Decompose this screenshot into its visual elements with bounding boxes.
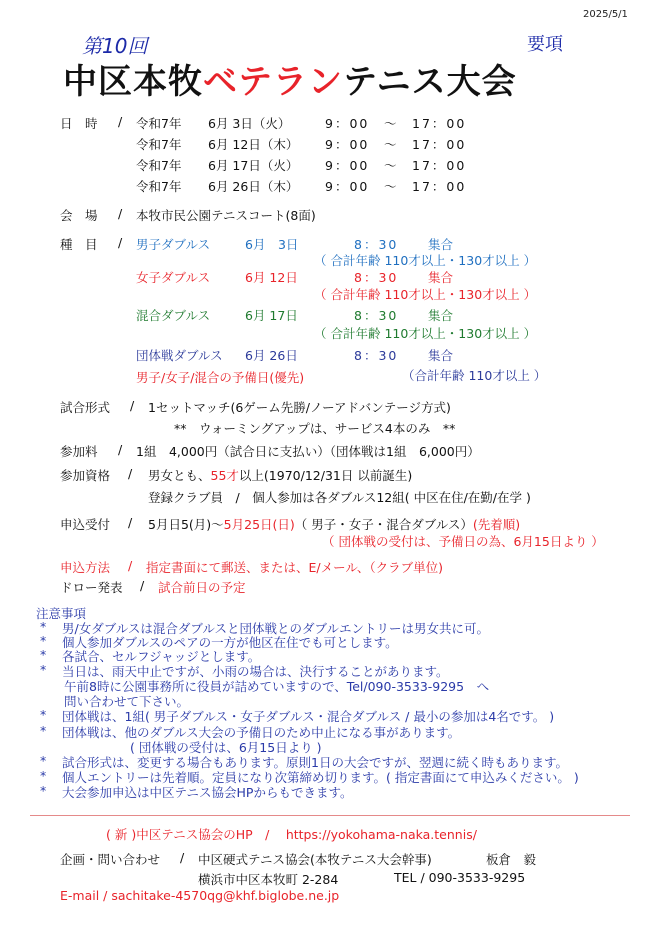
event-gather: 集合 xyxy=(428,348,454,363)
schedule-start: 9：00 xyxy=(325,137,370,152)
footer-hp[interactable]: ( 新 )中区テニス協会のHP / https://yokohama-naka.tennis/ xyxy=(106,827,477,842)
application-first-come: (先着順) xyxy=(472,517,521,532)
note-bullet: * xyxy=(40,619,47,634)
note-item: 個人参加ダブルスのペアの一方が他区在住でも可とします。 xyxy=(62,635,398,650)
venue-label: 会 場 xyxy=(60,208,98,223)
event-date: 6月 26日 xyxy=(245,348,298,363)
contact-org: 中区硬式テニス協会(本牧テニス大会幹事) xyxy=(198,852,432,867)
footer-divider xyxy=(30,815,630,816)
note-item: 各試合、セルフジャッジとします。 xyxy=(62,649,261,664)
title-accent: ベテラン xyxy=(203,62,343,102)
event-name: 混合ダブルス xyxy=(136,308,211,323)
note-sub-4b: 問い合わせて下さい。 xyxy=(64,694,190,709)
method-label: 申込方法 xyxy=(60,560,111,575)
note-bullet: * xyxy=(40,768,47,783)
venue-value: 本牧市民公園テニスコート(8面) xyxy=(136,208,316,223)
application-sep: / xyxy=(128,515,133,530)
application-period-b: 5月25日(日) xyxy=(223,517,295,532)
note-sub-4a: 午前8時に公園事務所に役員が詰めていますので、Tel/090-3533-9295 へ xyxy=(64,679,490,694)
application-label: 申込受付 xyxy=(60,517,111,532)
eligibility-line1-a: 男女とも、 xyxy=(148,468,211,483)
page-title xyxy=(63,54,517,103)
schedule-date: 6月 17日（火） xyxy=(208,158,299,173)
contact-sep: / xyxy=(180,850,185,865)
event-gather: 集合 xyxy=(428,270,454,285)
event-date: 6月 17日 xyxy=(245,308,298,323)
format-label: 試合形式 xyxy=(60,400,111,415)
event-name: 団体戦ダブルス xyxy=(136,348,223,363)
note-bullet: * xyxy=(40,662,47,677)
application-line1 xyxy=(148,515,520,533)
contact-person: 板倉 毅 xyxy=(486,852,537,867)
schedule-date: 6月 26日（木） xyxy=(208,179,299,194)
warmup-note: ** ウォーミングアップは、サービス4本のみ ** xyxy=(174,421,456,436)
note-bullet: * xyxy=(40,783,47,798)
notes-title: 注意事項 xyxy=(36,606,87,621)
note-item: 個人エントリーは先着順。定員になり次第締め切ります。( 指定書面にて申込みください。 ) xyxy=(62,770,579,785)
application-cats: （ 男子・女子・混合ダブルス） xyxy=(294,517,473,532)
schedule-label: 日 時 xyxy=(60,116,98,131)
contact-tel: TEL / 090-3533-9295 xyxy=(394,870,526,885)
draw-sep: / xyxy=(140,578,145,593)
note-item: 団体戦は、他のダブルス大会の予備日のため中止になる事があります。 xyxy=(62,725,461,740)
note-sub-6: ( 団体戦の受付は、6月15日より ) xyxy=(130,740,322,755)
note-item: 試合形式は、変更する場合もあります。原則1日の大会ですが、翌週に続く時もあります。 xyxy=(62,755,568,770)
contact-email[interactable]: E-mail / sachitake-4570qg@khf.biglobe.ne.jp xyxy=(60,888,340,903)
schedule-sep: / xyxy=(118,114,123,129)
fee-label: 参加料 xyxy=(60,444,98,459)
schedule-era: 令和7年 xyxy=(136,179,182,194)
fee-sep: / xyxy=(118,442,123,457)
event-time: 8：30 xyxy=(354,237,399,252)
application-team-note: （ 団体戦の受付は、予備日の為、6月15日より ） xyxy=(322,534,604,549)
schedule-tilde: ～ xyxy=(384,116,397,131)
event-gather: 集合 xyxy=(428,308,454,323)
schedule-era: 令和7年 xyxy=(136,137,182,152)
note-item: 大会参加申込は中区テニス協会HPからもできます。 xyxy=(62,785,353,800)
schedule-start: 9：00 xyxy=(325,179,370,194)
guidelines-label: 要項 xyxy=(527,34,563,55)
event-date: 6月 3日 xyxy=(245,237,299,252)
schedule-start: 9：00 xyxy=(325,158,370,173)
document-date: 2025/5/1 xyxy=(583,9,628,20)
title-suffix: テニス大会 xyxy=(343,62,517,102)
schedule-tilde: ～ xyxy=(384,137,397,152)
eligibility-label: 参加資格 xyxy=(60,468,111,483)
method-value: 指定書面にて郵送、または、E/メール、（クラブ単位) xyxy=(146,560,443,575)
eligibility-age: 55才 xyxy=(210,468,239,483)
events-label: 種 目 xyxy=(60,237,98,252)
schedule-era: 令和7年 xyxy=(136,158,182,173)
application-period-a: 5月日5(月)～ xyxy=(148,517,224,532)
reserve-day: 男子/女子/混合の予備日(優先) xyxy=(136,370,305,385)
note-item: 当日は、雨天中止ですが、小雨の場合は、決行することがあります。 xyxy=(62,664,449,679)
event-gather: 集合 xyxy=(428,237,454,252)
schedule-start: 9：00 xyxy=(325,116,370,131)
method-sep: / xyxy=(128,558,133,573)
eligibility-sep: / xyxy=(128,466,133,481)
draw-label: ドロー発表 xyxy=(60,580,123,595)
event-date: 6月 12日 xyxy=(245,270,298,285)
format-sep: / xyxy=(130,398,135,413)
eligibility-line2: 登録クラブ員 / 個人参加は各ダブルス12組( 中区在住/在勤/在学 ) xyxy=(148,490,531,505)
event-condition: （合計年齢 110才以上 ） xyxy=(402,368,547,383)
schedule-date: 6月 3日（火） xyxy=(208,116,291,131)
note-bullet: * xyxy=(40,753,47,768)
title-prefix: 中区本牧 xyxy=(63,62,203,102)
format-value: 1セットマッチ(6ゲーム先勝/ノーアドバンテージ方式) xyxy=(148,400,451,415)
note-bullet: * xyxy=(40,707,47,722)
event-name: 女子ダブルス xyxy=(136,270,211,285)
event-time: 8：30 xyxy=(354,348,399,363)
note-item: 男/女ダブルスは混合ダブルスと団体戦とのダブルエントリーは男女共に可。 xyxy=(62,621,489,636)
event-condition: （ 合計年齢 110才以上・130才以上 ） xyxy=(314,287,537,302)
note-bullet: * xyxy=(40,723,47,738)
contact-label: 企画・問い合わせ xyxy=(60,852,161,867)
event-time: 8：30 xyxy=(354,308,399,323)
schedule-era: 令和7年 xyxy=(136,116,182,131)
eligibility-line1-b: 以上(1970/12/31日 以前誕生) xyxy=(238,468,413,483)
draw-value: 試合前日の予定 xyxy=(158,580,246,595)
event-condition: （ 合計年齢 110才以上・130才以上 ） xyxy=(314,253,537,268)
schedule-date: 6月 12日（木） xyxy=(208,137,299,152)
note-item: 団体戦は、1組( 男子ダブルス・女子ダブルス・混合ダブルス / 最小の参加は4名です。 ) xyxy=(62,709,555,724)
note-bullet: * xyxy=(40,633,47,648)
note-bullet: * xyxy=(40,647,47,662)
schedule-end: 17：00 xyxy=(412,158,467,173)
eligibility-line1 xyxy=(148,466,412,484)
events-sep: / xyxy=(118,235,123,250)
schedule-tilde: ～ xyxy=(384,158,397,173)
contact-address: 横浜市中区本牧町 2-284 xyxy=(198,872,339,887)
schedule-tilde: ～ xyxy=(384,179,397,194)
event-time: 8：30 xyxy=(354,270,399,285)
fee-value: 1組 4,000円（試合日に支払い）（団体戦は1組 6,000円） xyxy=(136,444,480,459)
schedule-end: 17：00 xyxy=(412,179,467,194)
schedule-end: 17：00 xyxy=(412,137,467,152)
venue-sep: / xyxy=(118,206,123,221)
schedule-end: 17：00 xyxy=(412,116,467,131)
edition-label: 第10回 xyxy=(82,34,148,58)
event-name: 男子ダブルス xyxy=(136,237,211,252)
event-condition: （ 合計年齢 110才以上・130才以上 ） xyxy=(314,326,537,341)
